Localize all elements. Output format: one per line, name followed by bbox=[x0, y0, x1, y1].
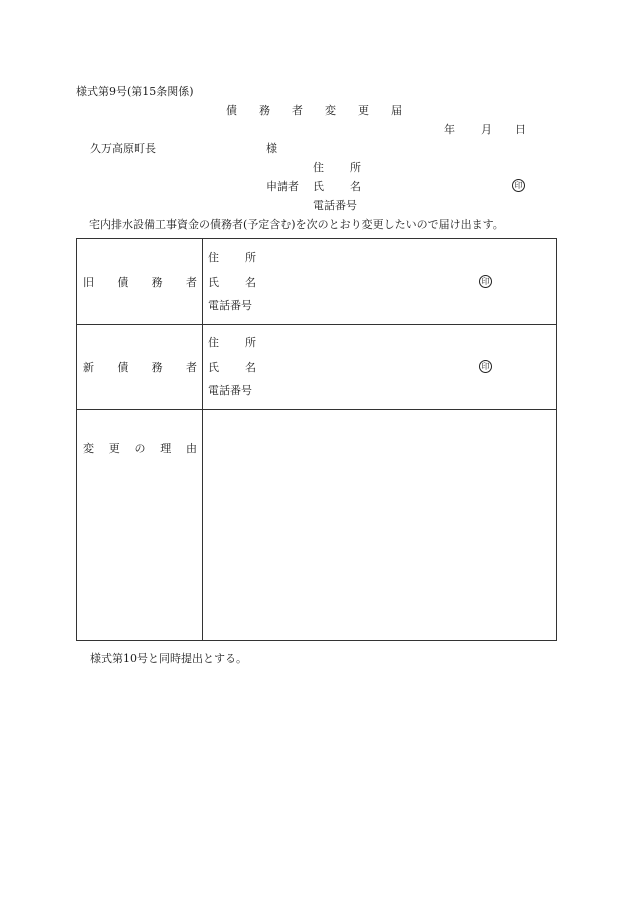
applicant-seal-mark: 印 bbox=[512, 179, 525, 192]
addressee-name: 久万高原町長 bbox=[90, 142, 156, 155]
label-char: の bbox=[134, 442, 146, 455]
debtor-change-table bbox=[76, 238, 557, 641]
label-char: 所 bbox=[245, 336, 256, 349]
label-char: 新 bbox=[83, 361, 94, 374]
label-char: 務 bbox=[151, 361, 163, 374]
old-debtor-name-label bbox=[208, 277, 256, 288]
label-char: 旧 bbox=[83, 276, 94, 289]
label-char: 債 bbox=[117, 276, 129, 289]
label-char: 氏 bbox=[208, 276, 219, 289]
label-char: 変 bbox=[83, 442, 94, 455]
applicant-phone-label: 電話番号 bbox=[313, 199, 357, 212]
new-debtor-address-label bbox=[208, 337, 256, 348]
title-char: 務 bbox=[259, 104, 270, 117]
label-char: 住 bbox=[313, 161, 324, 174]
new-debtor-seal-mark: 印 bbox=[479, 360, 492, 373]
label-char: 務 bbox=[151, 276, 163, 289]
label-char: 氏 bbox=[208, 361, 219, 374]
new-debtor-name-label bbox=[208, 362, 256, 373]
label-char: 名 bbox=[350, 180, 361, 193]
title-char: 届 bbox=[391, 104, 402, 117]
old-debtor-address-label bbox=[208, 252, 256, 263]
new-debtor-phone-label: 電話番号 bbox=[208, 384, 252, 397]
applicant-address-label bbox=[313, 162, 361, 173]
label-char: 理 bbox=[160, 442, 172, 455]
label-char: 債 bbox=[117, 361, 129, 374]
label-char: 住 bbox=[208, 251, 219, 264]
label-char: 名 bbox=[245, 276, 256, 289]
form-number: 様式第9号(第15条関係) bbox=[76, 85, 194, 98]
old-debtor-phone-label: 電話番号 bbox=[208, 299, 252, 312]
old-debtor-seal-mark: 印 bbox=[479, 275, 492, 288]
label-char: 者 bbox=[185, 276, 197, 289]
label-char: 住 bbox=[208, 336, 219, 349]
title-char: 者 bbox=[292, 104, 303, 117]
label-char: 氏 bbox=[313, 180, 324, 193]
label-char: 所 bbox=[350, 161, 361, 174]
label-char: 名 bbox=[245, 361, 256, 374]
applicant-name-label bbox=[313, 181, 361, 192]
label-char: 所 bbox=[245, 251, 256, 264]
page-title bbox=[226, 105, 402, 116]
title-char: 更 bbox=[358, 104, 369, 117]
title-char: 変 bbox=[325, 104, 336, 117]
applicant-label: 申請者 bbox=[266, 180, 299, 193]
date-month-label: 月 bbox=[481, 123, 492, 136]
change-reason-label bbox=[83, 443, 197, 454]
label-char: 者 bbox=[185, 361, 197, 374]
old-debtor-label bbox=[83, 277, 197, 288]
title-char: 債 bbox=[226, 104, 237, 117]
date-year-label: 年 bbox=[444, 123, 455, 136]
new-debtor-label bbox=[83, 362, 197, 373]
change-reason-field[interactable] bbox=[203, 410, 556, 640]
table-row-divider bbox=[77, 324, 556, 325]
addressee-honorific: 様 bbox=[266, 142, 277, 155]
footnote: 様式第10号と同時提出とする。 bbox=[90, 652, 247, 665]
date-day-label: 日 bbox=[515, 123, 526, 136]
label-char: 由 bbox=[186, 442, 197, 455]
label-char: 更 bbox=[108, 442, 120, 455]
statement-text: 宅内排水設備工事資金の債務者(予定含む)を次のとおり変更したいので届け出ます。 bbox=[89, 218, 504, 231]
